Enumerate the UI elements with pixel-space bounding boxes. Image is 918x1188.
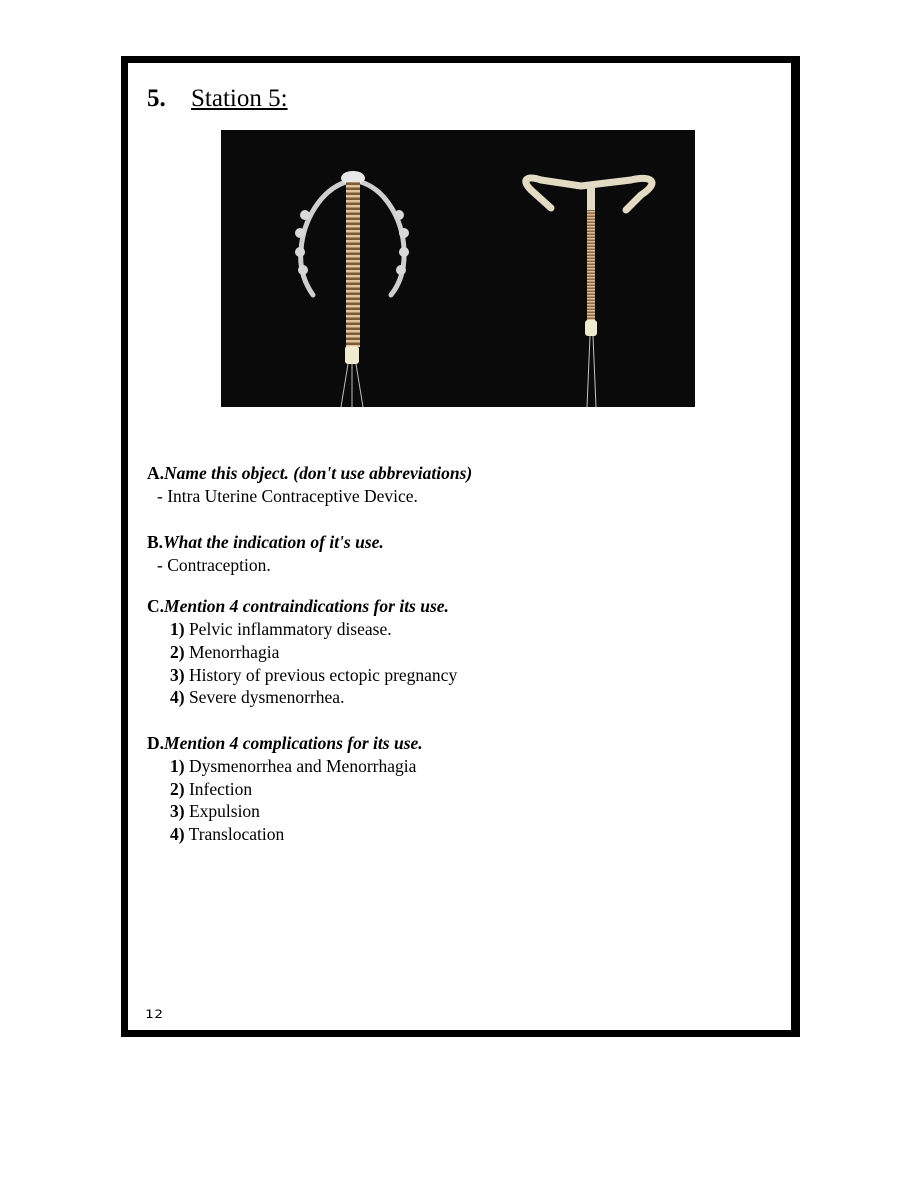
question-b-letter: B.: [147, 532, 164, 552]
question-b: [147, 531, 384, 553]
list-item: 2) Menorrhagia: [170, 642, 280, 662]
answer-b: - Contraception.: [157, 555, 271, 575]
station-heading: [147, 84, 288, 114]
list-item: 3) Expulsion: [170, 801, 260, 821]
list-item: 1) Pelvic inflammatory disease.: [170, 619, 392, 639]
list-item: 2) Infection: [170, 779, 253, 799]
list-item: 4) Severe dysmenorrhea.: [170, 687, 345, 707]
list-item: 1) Dysmenorrhea and Menorrhagia: [170, 756, 417, 776]
station-title: Station 5:: [191, 85, 288, 112]
question-a-prompt: Name this object. (don't use abbreviations): [164, 463, 473, 483]
question-a-letter: A.: [147, 463, 165, 483]
question-c: [147, 595, 449, 617]
question-d: [147, 732, 423, 754]
question-d-letter: D.: [147, 733, 165, 753]
station-number: 5.: [147, 85, 166, 112]
question-c-letter: C.: [147, 596, 165, 616]
list-item: 3) History of previous ectopic pregnancy: [170, 665, 458, 685]
question-d-prompt: Mention 4 complications for its use.: [164, 733, 423, 753]
question-c-prompt: Mention 4 contraindications for its use.: [164, 596, 449, 616]
list-item: 4) Translocation: [170, 824, 285, 844]
answer-a: - Intra Uterine Contraceptive Device.: [157, 486, 418, 506]
iud-photo: [221, 130, 695, 407]
page-number: 12: [145, 1008, 164, 1022]
question-a: [147, 462, 472, 484]
question-b-prompt: What the indication of it's use.: [163, 532, 384, 552]
